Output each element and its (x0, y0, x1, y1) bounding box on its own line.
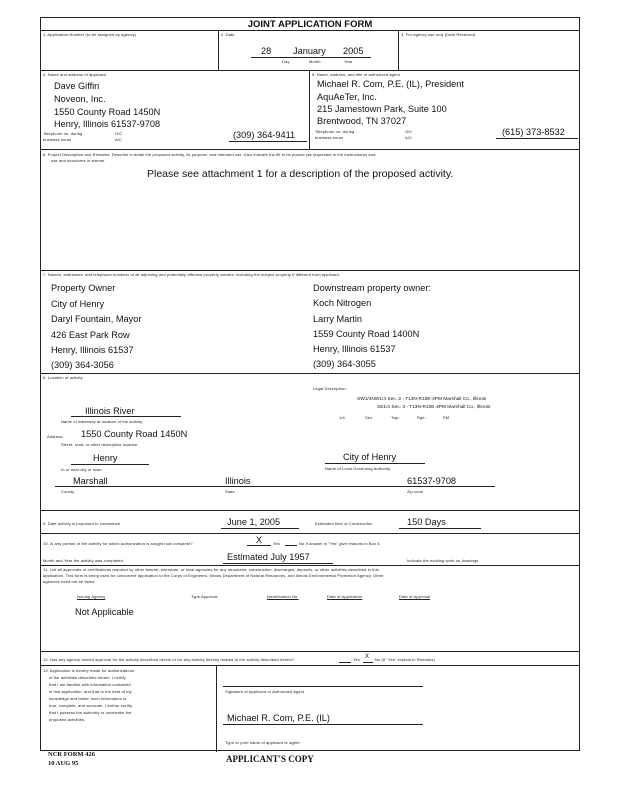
applicant-oc-label: O/C (115, 131, 123, 136)
agent-oc-label: O/C (405, 129, 413, 134)
owner-right-2[interactable]: Larry Martin (313, 314, 363, 324)
box1-label: 1. Application Number (to be assigned by agency) (43, 32, 137, 37)
q11-value[interactable]: Not Applicable (75, 607, 134, 617)
box3-label: 3. For agency use only (Date Received) (401, 32, 476, 37)
county-value[interactable]: Marshall (73, 476, 108, 486)
q11-label-2: application. This form is being used for concurrent application to the Corps of Engineers, Illinois Department of Natural Resources, and Illinois Environmental Protection Agency. Other (43, 573, 384, 578)
print-name-label: Type or print name of applicant or agent (225, 740, 300, 745)
street-label: Street, road, or other descriptive location (61, 442, 138, 447)
signer-name[interactable]: Michael R. Com, P.E. (IL) (227, 713, 330, 723)
applicant-phone[interactable]: (309) 364-9411 (233, 130, 296, 140)
applicant-org[interactable]: Noveon, Inc. (54, 94, 106, 104)
q11-col-id: Identification No. (267, 594, 299, 599)
q12-no-text: No (If "Yes" explain in Remarks) (375, 657, 435, 662)
gov-value[interactable]: City of Henry (343, 452, 397, 462)
legal-col-twp: Twp. (391, 415, 400, 420)
date-month[interactable]: January (293, 46, 326, 56)
location-label: 8. Location of activity (43, 375, 83, 380)
q11-col-date-approval: Date of Approval (399, 594, 431, 599)
legal-col-qtr: 1/4 (339, 415, 345, 420)
q11-label-3: agencies need not be listed. (43, 579, 96, 584)
q11-col-agency: Issuing Agency (77, 594, 106, 599)
owner-right-4[interactable]: Henry, Illinois 61537 (313, 344, 396, 354)
owner-left-1[interactable]: City of Henry (51, 299, 105, 309)
agent-name[interactable]: Michael R. Com, P.E. (IL), President (317, 79, 464, 89)
q10-yes-label: Yes (273, 541, 280, 546)
project-label-2: use and structures in stream. (51, 158, 106, 163)
owner-left-0[interactable]: Property Owner (51, 283, 116, 293)
agent-org[interactable]: AquAeTer, Inc. (317, 92, 377, 102)
q12-mark[interactable]: X (365, 654, 370, 660)
agent-bh-label: business hours (315, 135, 344, 140)
duration-value[interactable]: 150 Days (407, 517, 446, 527)
owner-left-2[interactable]: Daryl Fountain, Mayor (51, 314, 142, 324)
owner-left-4[interactable]: Henry, Illinois 61537 (51, 345, 134, 355)
state-value[interactable]: Illinois (225, 476, 251, 486)
cert-line-2: that I am familiar with information contained (49, 682, 131, 687)
legal-col-rge: Rge. (417, 415, 426, 420)
cert-line-5: true, complete, and accurate. I further certify (49, 703, 133, 708)
owner-left-3[interactable]: 426 East Park Row (51, 330, 130, 340)
agent-city[interactable]: Brentwood, TN 37027 (317, 116, 407, 126)
copy-label: APPLICANT'S COPY (226, 754, 314, 764)
cert-line-3: in this application, and that to the best of my (49, 689, 132, 694)
legal-col-pm: PM (443, 415, 450, 420)
agent-label: 5. Name, address, and title of authorized agent (312, 72, 400, 77)
cert-line-4: knowledge and belief, such information is (49, 696, 127, 701)
waterway-value[interactable]: Illinois River (85, 406, 135, 416)
state-label: State (225, 489, 235, 494)
cert-line-7: proposed activities. (49, 717, 86, 722)
applicant-bh-label: business hours (43, 137, 72, 142)
applicant-ac-label: A/C (115, 137, 122, 142)
date-year[interactable]: 2005 (343, 46, 364, 56)
signature-label: Signature of Applicant or Authorized Agent (225, 689, 305, 694)
q10-completed[interactable]: Estimated July 1957 (227, 552, 310, 562)
applicant-address[interactable]: 1550 County Road 1450N (54, 107, 161, 117)
owner-right-3[interactable]: 1559 County Road 1400N (313, 329, 420, 339)
month-label: Month (309, 59, 321, 64)
waterway-label: Name of waterway at location of the activity (61, 419, 143, 424)
legal-line-1[interactable]: SW1/4NW1/4 Sec. 2 - T13N-R10E-4PM Marshall Co., Illinois (357, 397, 487, 402)
owner-right-5[interactable]: (309) 364-3055 (313, 359, 376, 369)
day-label: Day (282, 59, 290, 64)
year-label: Year (344, 59, 353, 64)
applicant-name[interactable]: Dave Giffin (54, 81, 100, 91)
location-address[interactable]: 1550 County Road 1450N (81, 429, 188, 439)
legal-label: Legal Description: (313, 386, 347, 391)
owner-right-0[interactable]: Downstream property owner: (313, 283, 431, 293)
applicant-tel-label: Telephone no. during (43, 131, 83, 136)
cert-line-6: that I possess the authority to undertake the (49, 710, 132, 715)
commence-date[interactable]: June 1, 2005 (227, 517, 281, 527)
agent-ac-label: A/C (405, 135, 412, 140)
q10-month-label: Month and Year the activity was completed (43, 558, 123, 563)
agent-address[interactable]: 215 Jamestown Park, Suite 100 (317, 104, 447, 114)
box2-label: 2. Date (221, 32, 235, 37)
applicant-label: 4. Name and address of applicant (43, 72, 107, 77)
address-label: Address: (47, 434, 64, 439)
zip-value[interactable]: 61537-9708 (407, 476, 457, 486)
township-value[interactable]: Henry (93, 453, 118, 463)
owner-left-5[interactable]: (309) 364-3056 (51, 360, 114, 370)
form-date: 10 AUG 95 (48, 760, 79, 767)
commence-label: 9. Date activity is proposed to commence (43, 521, 121, 526)
cert-line-1: of the activities described herein. I certify (49, 675, 126, 680)
q10-no-text: No If answer is "Yes" give reasons in Box 6. (299, 541, 381, 546)
applicant-city[interactable]: Henry, Illinois 61537-9708 (54, 119, 161, 129)
county-label: County (61, 489, 75, 494)
agent-phone[interactable]: (615) 373-8532 (502, 127, 565, 137)
legal-col-sec: Sec. (365, 415, 374, 420)
q10-label: 10. Is any portion of the activity for which authorization is sought now complete? (43, 541, 193, 546)
q12-yes-label: Yes (353, 657, 360, 662)
owner-right-1[interactable]: Koch Nitrogen (313, 298, 372, 308)
township-label: In or near city or town (61, 467, 102, 472)
q10-fill-label: Indicate the existing work on drawings (407, 558, 479, 563)
duration-label: Estimated time of Construction (315, 521, 373, 526)
gov-label: Name of Local Governing Authority (325, 466, 391, 471)
form-number: NCR FORM 426 (48, 751, 95, 758)
legal-line-2[interactable]: SE1/4 Sec. 3 - T13N-R10E-4PM Marshall Co., Illinois (377, 405, 491, 410)
cert-line-0: 13. Application is hereby made for authorizations (43, 668, 135, 673)
q11-label-1: 11. List all approvals or certifications required by other federal, interstate, or local agencies for any structures, construction, discharges, deposits, or other activities described in this (43, 567, 379, 572)
joint-application-form (40, 17, 580, 751)
q12-label: 12. Has any agency denied approval for the activity described herein or for any activity directly related to the activity described herein? (43, 657, 295, 662)
date-day[interactable]: 28 (261, 46, 272, 56)
project-label: 6. Project Description and Remarks: Describe in detail the proposed activity, its purpose, and intended use. Also indicate the fill to be placed (as requested in the instructions) and (43, 152, 376, 157)
project-description[interactable]: Please see attachment 1 for a description of the proposed activity. (147, 168, 454, 180)
form-title: JOINT APPLICATION FORM (247, 19, 373, 30)
q10-mark[interactable]: X (256, 535, 263, 545)
owners-label: 7. Names, addresses, and telephone numbers of all adjoining and potentially affected property owners, including the subject property if different from applicant. (43, 272, 341, 277)
q11-col-type: Type Approval (191, 594, 218, 599)
zip-label: Zip code (407, 489, 424, 494)
agent-tel-label: Telephone no. during (315, 129, 355, 134)
q11-col-date-app: Date of Application (327, 594, 363, 599)
